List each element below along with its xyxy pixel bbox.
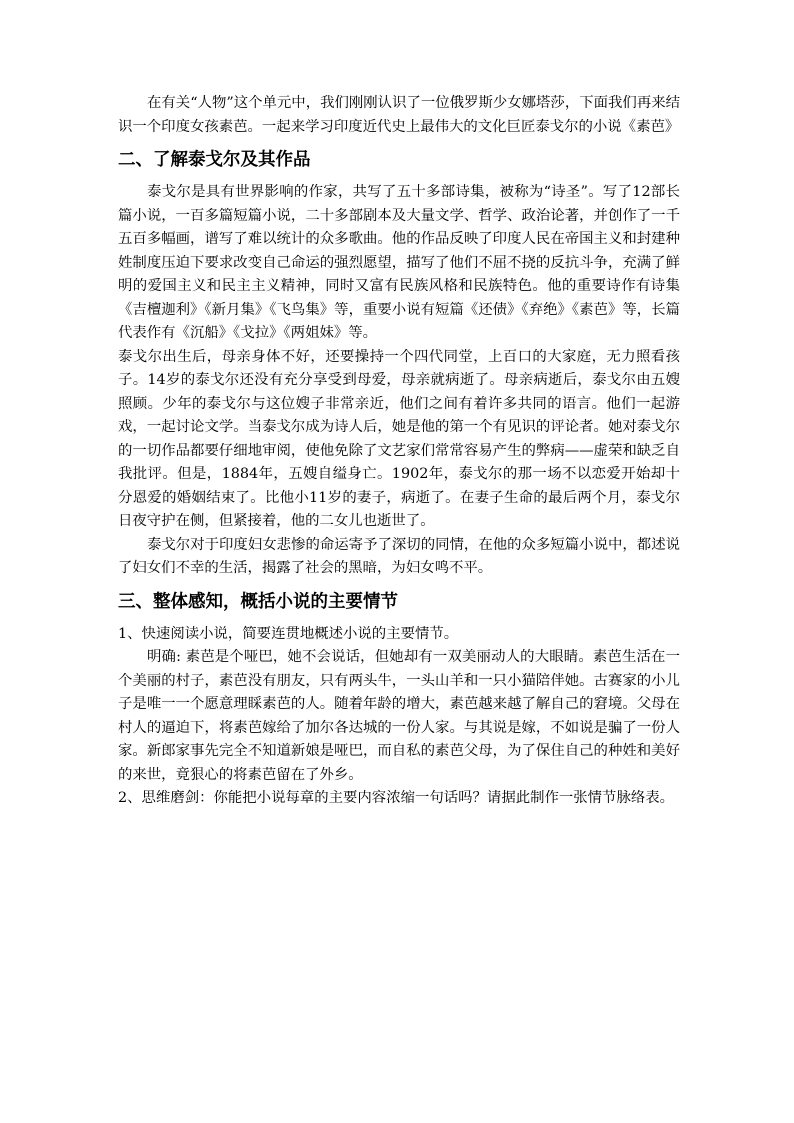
document-body bbox=[118, 92, 680, 811]
section-2-paragraph-life: 泰戈尔出生后，母亲身体不好，还要操持一个四代同堂，上百口的大家庭，无力照看孩子。14岁的泰戈尔还没有充分享受到母爱，母亲就病逝了。母亲病逝后，泰戈尔由五嫂照顾。少年的泰戈尔与这位嫂子非常亲近，他们之间有着许多共同的语言。他们一起游戏，一起讨论文学。当泰戈尔成为诗人后，她是他的第一个有见识的评论者。她对泰戈尔的一切作品都要仔细地审阅，使他免除了文艺家们常常容易产生的弊病——虚荣和缺乏自我批评。但是，1884年，五嫂自缢身亡。1902年，泰戈尔的那一场不以恋爱开始却十分恩爱的婚姻结束了。比他小11岁的妻子，病逝了。在妻子生命的最后两个月，泰戈尔日夜守护在侧，但紧接着，他的二女儿也逝世了。 bbox=[118, 348, 680, 529]
section-3-answer-1: 明确: 素芭是个哑巴，她不会说话，但她却有一双美丽动人的大眼睛。素芭生活在一个美丽的村子，素芭没有朋友，只有两头牛，一头山羊和一只小猫陪伴她。古赛家的小儿子是唯一一个愿意理睬素芭的人。随着年龄的增大，素芭越来越了解自己的窘境。父母在村人的逼迫下，将素芭嫁给了加尔各达城的一份人家。与其说是嫁，不如说是骗了一份人家。新郎家事先完全不知道新娘是哑巴，而自私的素芭父母，为了保住自己的种姓和美好的来世，竟狠心的将素芭留在了外乡。 bbox=[118, 649, 680, 783]
section-2-paragraph-sympathy: 泰戈尔对于印度妇女悲惨的命运寄予了深切的同情，在他的众多短篇小说中，都述说了妇女们不幸的生活，揭露了社会的黑暗，为妇女鸣不平。 bbox=[118, 536, 680, 576]
section-3-heading: 三、整体感知，概括小说的主要情节 bbox=[118, 591, 398, 612]
intro-paragraph: 在有关“人物”这个单元中，我们刚刚认识了一位俄罗斯少女娜塔莎，下面我们再来结识一个印度女孩素芭。一起来学习印度近代史上最伟大的文化巨匠泰戈尔的小说《素芭》 bbox=[118, 95, 680, 135]
section-2-heading: 二、了解泰戈尔及其作品 bbox=[118, 150, 311, 170]
section-3-question-2: 2、思维磨剑：你能把小说每章的主要内容浓缩一句话吗？请据此制作一张情节脉络表。 bbox=[118, 790, 675, 806]
section-2-paragraph-works: 泰戈尔是具有世界影响的作家，共写了五十多部诗集，被称为“诗圣”。写了12部长篇小说，一百多篇短篇小说，二十多部剧本及大量文学、哲学、政治论著，并创作了一千五百多幅画，谱写了难以统计的众多歌曲。他的作品反映了印度人民在帝国主义和封建种姓制度压迫下要求改变自己命运的强烈愿望，描写了他们不屈不挠的反抗斗争，充满了鲜明的爱国主义和民主主义精神，同时又富有民族风格和民族特色。他的重要诗作有诗集《吉檀迦利》《新月集》《飞鸟集》等，重要小说有短篇《还债》《弃绝》《素芭》等，长篇代表作有《沉船》《戈拉》《两姐妹》等。 bbox=[118, 184, 680, 341]
section-3-question-1: 1、快速阅读小说，简要连贯地概述小说的主要情节。 bbox=[118, 625, 459, 642]
